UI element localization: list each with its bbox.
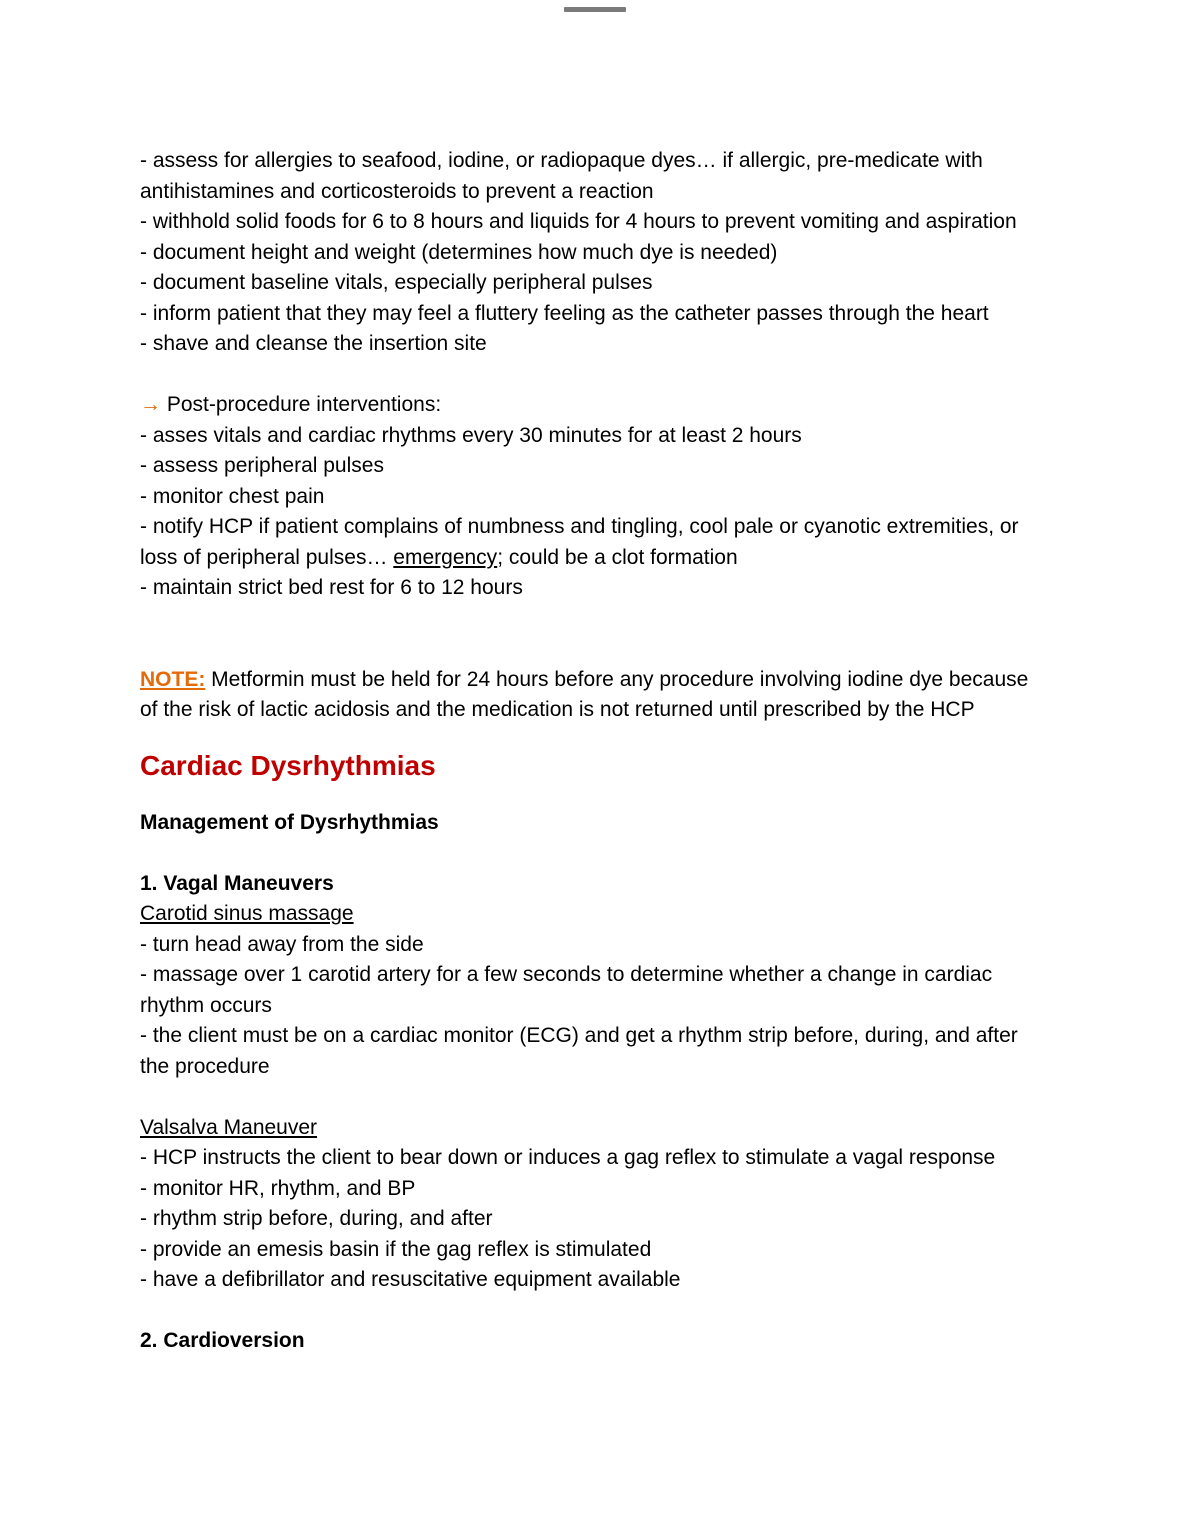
text-run: - massage over 1 carotid artery for a few seconds to determine whether a change in cardiac rhythm occurs [140,963,993,1017]
blank-line [140,1082,1048,1113]
text-run: - have a defibrillator and resuscitative equipment available [140,1268,681,1291]
text-run: Cardiac Dysrhythmias [140,749,436,781]
text-run: Post-procedure interventions: [166,393,442,416]
text-run: 1. Vagal Maneuvers [140,871,334,895]
valsalva-item [140,1143,1048,1174]
text-run: - inform patient that they may feel a fluttery feeling as the catheter passes through the heart [140,301,989,325]
note-label: NOTE: [140,667,206,691]
vagal-item [140,960,1048,1021]
post-procedure-item [140,451,1048,482]
blank-line [140,634,1048,665]
pre-procedure-item [140,146,1048,207]
text-run: - maintain strict bed rest for 6 to 12 hours [140,576,523,599]
text-run: Management of Dysrhythmias [140,810,439,834]
text-run: - shave and cleanse the insertion site [140,332,487,355]
text-run: - notify HCP if patient complains of numbness and tingling, cool pale or cyanotic extremities, or loss of peripheral pulses… [140,515,1019,569]
text-run: - document height and weight (determines how much dye is needed) [140,240,778,264]
post-procedure-heading [140,390,1048,421]
vagal-item [140,1021,1048,1082]
subheading-management [140,808,1048,839]
text-run: - withhold solid foods for 6 to 8 hours and liquids for 4 hours to prevent vomiting and aspiration [140,210,1017,233]
text-run: - rhythm strip before, during, and after [140,1207,493,1230]
print-header-artifact [564,7,626,12]
text-run: - the client must be on a cardiac monitor (ECG) and get a rhythm strip before, during, and after the procedure [140,1024,1018,1078]
numbered-heading-vagal-maneuvers [140,869,1048,900]
note-paragraph [140,665,1048,726]
blank-line [140,604,1048,635]
text-run: Metformin must be held for 24 hours before any procedure involving iodine dye because of the risk of lactic acidosis and the medication is not returned until prescribed by the HCP [140,667,1029,721]
text-run: emergency [393,545,498,569]
text-run: - provide an emesis basin if the gag reflex is stimulated [140,1237,652,1261]
text-run: - HCP instructs the client to bear down or induces a gag reflex to stimulate a vagal response [140,1146,996,1169]
section-heading-cardiac-dysrhythmias [140,746,1048,786]
valsalva-item [140,1204,1048,1235]
blank-line [140,1296,1048,1327]
text-run: - turn head away from the side [140,932,424,956]
text-run: ; could be a clot formation [497,545,738,569]
post-procedure-item [140,573,1048,604]
text-run: - assess peripheral pulses [140,454,384,477]
post-procedure-item [140,512,1048,573]
blank-line [140,360,1048,391]
text-run: 2. Cardioversion [140,1329,305,1352]
text-run: Valsalva Maneuver [140,1115,318,1139]
text-run: - asses vitals and cardiac rhythms every 30 minutes for at least 2 hours [140,423,802,447]
text-run: - assess for allergies to seafood, iodine, or radiopaque dyes… if allergic, pre-medicate with antihistamines and corticosteroids to prevent a reaction [140,149,983,203]
text-run: - monitor HR, rhythm, and BP [140,1176,416,1200]
valsalva-item [140,1235,1048,1266]
pre-procedure-item [140,268,1048,299]
text-run: - monitor chest pain [140,484,325,508]
pre-procedure-item [140,299,1048,330]
document-content [140,146,1048,1357]
pre-procedure-item [140,238,1048,269]
sub-subheading-valsalva-maneuver [140,1113,1048,1144]
text-run: - document baseline vitals, especially peripheral pulses [140,271,653,294]
post-procedure-item [140,482,1048,513]
text-run: Carotid sinus massage [140,902,354,925]
post-procedure-item [140,421,1048,452]
pre-procedure-item [140,329,1048,360]
valsalva-item [140,1265,1048,1296]
numbered-heading-cardioversion [140,1326,1048,1357]
arrow-right-icon: → [140,393,167,416]
blank-line [140,838,1048,869]
sub-subheading-carotid-sinus-massage [140,899,1048,930]
valsalva-item [140,1174,1048,1205]
pre-procedure-item [140,207,1048,238]
vagal-item [140,930,1048,961]
